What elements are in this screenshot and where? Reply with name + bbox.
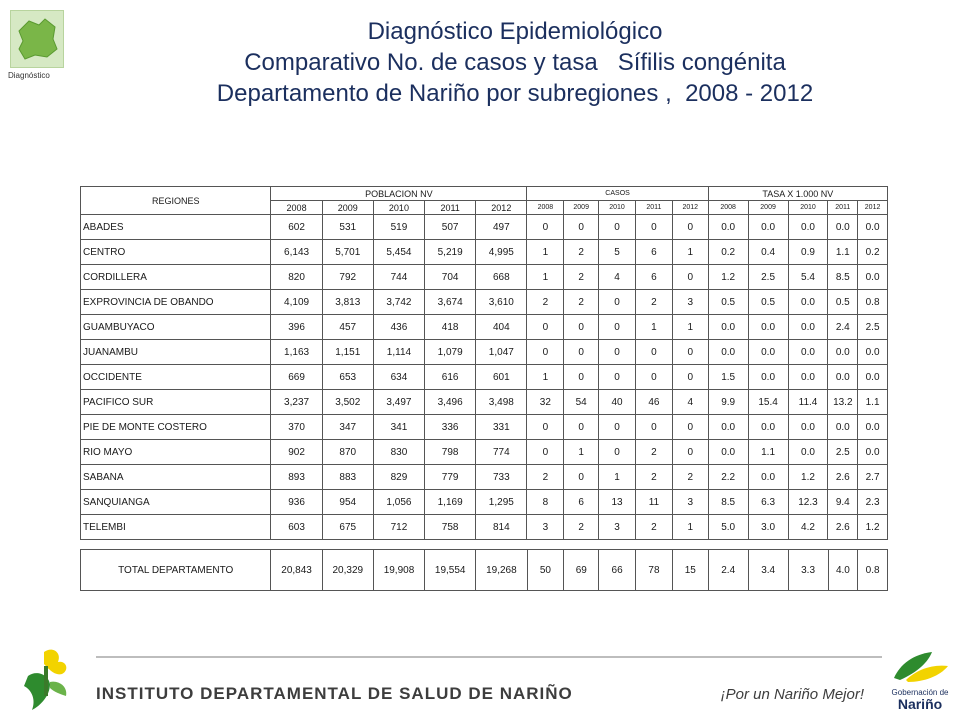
table-row: [81, 415, 888, 440]
header-regiones: REGIONES: [81, 187, 271, 215]
table-row: [81, 365, 888, 390]
pob-cell: 519: [373, 215, 424, 240]
tasa-cell: 0.8: [858, 290, 888, 315]
casos-cell: 54: [564, 390, 599, 415]
casos-cell: 4: [599, 265, 636, 290]
tasa-cell: 0.9: [788, 240, 828, 265]
casos-cell: 0: [635, 340, 672, 365]
table-row: [81, 265, 888, 290]
region-cell: RIO MAYO: [81, 440, 271, 465]
tasa-cell: 0.0: [788, 415, 828, 440]
tasa-cell: 3.0: [748, 515, 788, 540]
tasa-cell: 1.1: [828, 240, 858, 265]
casos-cell: 13: [599, 490, 636, 515]
pob-cell: 3,496: [425, 390, 476, 415]
gobernacion-big: Nariño: [897, 696, 943, 712]
total-tasa-cell: 0.8: [858, 550, 888, 591]
tasa-cell: 2.7: [858, 465, 888, 490]
total-body: [81, 550, 888, 591]
table-row: [81, 440, 888, 465]
region-cell: PACIFICO SUR: [81, 390, 271, 415]
total-pob-cell: 20,329: [322, 550, 373, 591]
pob-cell: 733: [476, 465, 527, 490]
pob-cell: 497: [476, 215, 527, 240]
tasa-cell: 8.5: [708, 490, 748, 515]
tasa-cell: 0.0: [788, 315, 828, 340]
casos-cell: 2: [564, 265, 599, 290]
tasa-cell: 0.0: [708, 415, 748, 440]
casos-cell: 1: [635, 315, 672, 340]
pob-cell: 603: [271, 515, 322, 540]
year-header: 2010: [788, 201, 828, 215]
pob-cell: 1,056: [373, 490, 424, 515]
year-header: 2009: [748, 201, 788, 215]
casos-cell: 0: [635, 215, 672, 240]
department-map-logo: [10, 10, 64, 68]
pob-cell: 820: [271, 265, 322, 290]
tasa-cell: 4.2: [788, 515, 828, 540]
pob-cell: 507: [425, 215, 476, 240]
year-header: 2012: [672, 201, 708, 215]
region-cell: SANQUIANGA: [81, 490, 271, 515]
table-row: [81, 315, 888, 340]
tasa-cell: 0.0: [708, 340, 748, 365]
total-tasa-cell: 3.3: [788, 550, 828, 591]
casos-cell: 2: [564, 240, 599, 265]
pob-cell: 1,163: [271, 340, 322, 365]
total-casos-cell: 69: [564, 550, 599, 591]
pob-cell: 668: [476, 265, 527, 290]
table-row: [81, 290, 888, 315]
tasa-cell: 2.5: [748, 265, 788, 290]
pob-cell: 347: [322, 415, 373, 440]
pob-cell: 4,109: [271, 290, 322, 315]
epidemiology-table: [80, 186, 888, 540]
region-cell: OCCIDENTE: [81, 365, 271, 390]
pob-cell: 404: [476, 315, 527, 340]
pob-cell: 3,502: [322, 390, 373, 415]
region-cell: JUANAMBU: [81, 340, 271, 365]
pob-cell: 396: [271, 315, 322, 340]
casos-cell: 2: [635, 465, 672, 490]
total-row: [81, 550, 888, 591]
casos-cell: 3: [527, 515, 564, 540]
tasa-cell: 1.1: [858, 390, 888, 415]
total-pob-cell: 20,843: [271, 550, 322, 591]
pob-cell: 1,295: [476, 490, 527, 515]
tasa-cell: 0.0: [828, 365, 858, 390]
tasa-cell: 0.0: [748, 340, 788, 365]
casos-cell: 0: [599, 340, 636, 365]
casos-cell: 0: [599, 365, 636, 390]
tasa-cell: 0.0: [858, 215, 888, 240]
pob-cell: 893: [271, 465, 322, 490]
table-row: [81, 465, 888, 490]
pob-cell: 829: [373, 465, 424, 490]
pob-cell: 3,237: [271, 390, 322, 415]
tasa-cell: 0.0: [788, 215, 828, 240]
casos-cell: 0: [599, 415, 636, 440]
table-row: [81, 340, 888, 365]
pob-cell: 744: [373, 265, 424, 290]
title-line-2: Comparativo No. de casos y tasa Sífilis congénita: [244, 49, 786, 76]
year-header: 2011: [635, 201, 672, 215]
total-pob-cell: 19,908: [373, 550, 424, 591]
pob-cell: 531: [322, 215, 373, 240]
pob-cell: 1,151: [322, 340, 373, 365]
casos-cell: 0: [564, 465, 599, 490]
table-row: [81, 240, 888, 265]
casos-cell: 0: [635, 415, 672, 440]
pob-cell: 418: [425, 315, 476, 340]
casos-cell: 2: [635, 515, 672, 540]
gobernacion-emblem-icon: [888, 648, 952, 688]
region-cell: PIE DE MONTE COSTERO: [81, 415, 271, 440]
logo-caption: Diagnóstico: [8, 71, 50, 80]
casos-cell: 11: [635, 490, 672, 515]
pob-cell: 5,701: [322, 240, 373, 265]
total-tasa-cell: 3.4: [748, 550, 788, 591]
casos-cell: 0: [564, 215, 599, 240]
header-tasa: TASA X 1.000 NV: [708, 187, 887, 201]
total-label-cell: TOTAL DEPARTAMENTO: [81, 550, 271, 591]
tasa-cell: 0.5: [748, 290, 788, 315]
pob-cell: 3,742: [373, 290, 424, 315]
casos-cell: 6: [564, 490, 599, 515]
tasa-cell: 2.5: [828, 440, 858, 465]
title-line-1: Diagnóstico Epidemiológico: [367, 18, 663, 45]
pob-cell: 792: [322, 265, 373, 290]
casos-cell: 0: [672, 215, 708, 240]
region-cell: EXPROVINCIA DE OBANDO: [81, 290, 271, 315]
table-body: [81, 215, 888, 540]
tasa-cell: 0.0: [748, 215, 788, 240]
casos-cell: 0: [564, 415, 599, 440]
pob-cell: 798: [425, 440, 476, 465]
tasa-cell: 1.2: [858, 515, 888, 540]
casos-cell: 0: [527, 215, 564, 240]
year-header: 2008: [527, 201, 564, 215]
total-casos-cell: 78: [636, 550, 673, 591]
total-table: [80, 549, 888, 591]
pob-cell: 436: [373, 315, 424, 340]
pob-cell: 830: [373, 440, 424, 465]
tasa-cell: 9.4: [828, 490, 858, 515]
tasa-cell: 1.1: [748, 440, 788, 465]
year-header: 2012: [858, 201, 888, 215]
tasa-cell: 0.0: [858, 415, 888, 440]
data-table-container: [80, 186, 888, 591]
casos-cell: 1: [672, 515, 708, 540]
pob-cell: 5,454: [373, 240, 424, 265]
casos-cell: 4: [672, 390, 708, 415]
pob-cell: 814: [476, 515, 527, 540]
year-header: 2010: [373, 201, 424, 215]
casos-cell: 0: [599, 440, 636, 465]
casos-cell: 6: [635, 240, 672, 265]
year-header: 2010: [599, 201, 636, 215]
table-row: [81, 390, 888, 415]
casos-cell: 8: [527, 490, 564, 515]
gobernacion-logo-text: [890, 688, 950, 711]
pob-cell: 758: [425, 515, 476, 540]
tasa-cell: 2.6: [828, 465, 858, 490]
casos-cell: 0: [672, 265, 708, 290]
pob-cell: 653: [322, 365, 373, 390]
table-row: [81, 490, 888, 515]
tasa-cell: 0.2: [858, 240, 888, 265]
tasa-cell: 0.0: [748, 365, 788, 390]
pob-cell: 954: [322, 490, 373, 515]
year-header: 2008: [271, 201, 322, 215]
tasa-cell: 0.0: [858, 340, 888, 365]
tasa-cell: 2.5: [858, 315, 888, 340]
pob-cell: 870: [322, 440, 373, 465]
tasa-cell: 0.0: [858, 265, 888, 290]
total-casos-cell: 66: [599, 550, 636, 591]
tasa-cell: 0.0: [748, 415, 788, 440]
pob-cell: 3,674: [425, 290, 476, 315]
pob-cell: 936: [271, 490, 322, 515]
casos-cell: 0: [564, 365, 599, 390]
tasa-cell: 0.0: [788, 365, 828, 390]
total-casos-cell: 15: [672, 550, 708, 591]
casos-cell: 2: [635, 440, 672, 465]
tasa-cell: 15.4: [748, 390, 788, 415]
title-line-3: Departamento de Nariño por subregiones , 2008 - 2012: [216, 80, 814, 107]
pob-cell: 634: [373, 365, 424, 390]
institute-name: INSTITUTO DEPARTAMENTAL DE SALUD DE NARIÑO: [96, 684, 573, 703]
map-icon: [11, 11, 63, 67]
total-casos-cell: 50: [527, 550, 564, 591]
tasa-cell: 0.4: [748, 240, 788, 265]
table-row: [81, 515, 888, 540]
casos-cell: 0: [599, 315, 636, 340]
region-cell: GUAMBUYACO: [81, 315, 271, 340]
year-header: 2011: [828, 201, 858, 215]
tasa-cell: 0.0: [828, 340, 858, 365]
tasa-cell: 0.0: [788, 340, 828, 365]
region-cell: CORDILLERA: [81, 265, 271, 290]
pob-cell: 1,079: [425, 340, 476, 365]
pob-cell: 704: [425, 265, 476, 290]
region-cell: ABADES: [81, 215, 271, 240]
tasa-cell: 0.0: [858, 365, 888, 390]
casos-cell: 2: [564, 515, 599, 540]
gobernacion-small: Gobernación de: [891, 688, 949, 697]
pob-cell: 712: [373, 515, 424, 540]
casos-cell: 0: [527, 415, 564, 440]
casos-cell: 0: [672, 440, 708, 465]
pob-cell: 341: [373, 415, 424, 440]
total-pob-cell: 19,268: [476, 550, 527, 591]
tasa-cell: 0.0: [788, 440, 828, 465]
region-cell: SABANA: [81, 465, 271, 490]
pob-cell: 669: [271, 365, 322, 390]
tasa-cell: 0.0: [828, 215, 858, 240]
year-header: 2011: [425, 201, 476, 215]
tasa-cell: 0.5: [828, 290, 858, 315]
pob-cell: 1,114: [373, 340, 424, 365]
tasa-cell: 1.5: [708, 365, 748, 390]
casos-cell: 3: [599, 515, 636, 540]
tasa-cell: 0.2: [708, 240, 748, 265]
casos-cell: 1: [599, 465, 636, 490]
tasa-cell: 2.6: [828, 515, 858, 540]
pob-cell: 902: [271, 440, 322, 465]
pob-cell: 779: [425, 465, 476, 490]
casos-cell: 0: [635, 365, 672, 390]
tasa-cell: 13.2: [828, 390, 858, 415]
tasa-cell: 5.0: [708, 515, 748, 540]
tasa-cell: 0.0: [708, 215, 748, 240]
table-row: [81, 215, 888, 240]
casos-cell: 3: [672, 290, 708, 315]
casos-cell: 1: [527, 365, 564, 390]
tasa-cell: 2.2: [708, 465, 748, 490]
casos-cell: 3: [672, 490, 708, 515]
pob-cell: 457: [322, 315, 373, 340]
region-cell: TELEMBI: [81, 515, 271, 540]
pob-cell: 774: [476, 440, 527, 465]
pob-cell: 1,169: [425, 490, 476, 515]
region-cell: CENTRO: [81, 240, 271, 265]
page-title: [70, 16, 960, 109]
pob-cell: 3,610: [476, 290, 527, 315]
tasa-cell: 6.3: [748, 490, 788, 515]
tasa-cell: 9.9: [708, 390, 748, 415]
casos-cell: 0: [599, 290, 636, 315]
casos-cell: 2: [564, 290, 599, 315]
casos-cell: 1: [527, 240, 564, 265]
tasa-cell: 1.2: [788, 465, 828, 490]
pob-cell: 3,497: [373, 390, 424, 415]
tasa-cell: 0.0: [708, 440, 748, 465]
casos-cell: 0: [599, 215, 636, 240]
year-header: 2012: [476, 201, 527, 215]
pob-cell: 4,995: [476, 240, 527, 265]
pob-cell: 602: [271, 215, 322, 240]
casos-cell: 1: [527, 265, 564, 290]
total-pob-cell: 19,554: [425, 550, 476, 591]
casos-cell: 0: [672, 415, 708, 440]
casos-cell: 0: [672, 365, 708, 390]
total-tasa-cell: 4.0: [828, 550, 858, 591]
casos-cell: 0: [527, 340, 564, 365]
pob-cell: 5,219: [425, 240, 476, 265]
pob-cell: 331: [476, 415, 527, 440]
casos-cell: 2: [527, 290, 564, 315]
casos-cell: 1: [672, 315, 708, 340]
header-poblacion: POBLACION NV: [271, 187, 527, 201]
pob-cell: 370: [271, 415, 322, 440]
pob-cell: 1,047: [476, 340, 527, 365]
casos-cell: 2: [635, 290, 672, 315]
tasa-cell: 0.0: [788, 290, 828, 315]
institute-emblem-icon: [14, 646, 84, 714]
pob-cell: 336: [425, 415, 476, 440]
pob-cell: 883: [322, 465, 373, 490]
tasa-cell: 5.4: [788, 265, 828, 290]
casos-cell: 5: [599, 240, 636, 265]
pob-cell: 616: [425, 365, 476, 390]
pob-cell: 6,143: [271, 240, 322, 265]
tasa-cell: 8.5: [828, 265, 858, 290]
casos-cell: 0: [564, 340, 599, 365]
casos-cell: 40: [599, 390, 636, 415]
casos-cell: 2: [672, 465, 708, 490]
pob-cell: 3,498: [476, 390, 527, 415]
casos-cell: 6: [635, 265, 672, 290]
total-tasa-cell: 2.4: [708, 550, 748, 591]
header-casos: CASOS: [527, 187, 708, 201]
tasa-cell: 0.5: [708, 290, 748, 315]
casos-cell: 1: [564, 440, 599, 465]
casos-cell: 0: [672, 340, 708, 365]
tasa-cell: 0.0: [828, 415, 858, 440]
tasa-cell: 11.4: [788, 390, 828, 415]
pob-cell: 675: [322, 515, 373, 540]
tasa-cell: 2.3: [858, 490, 888, 515]
tasa-cell: 0.0: [858, 440, 888, 465]
tasa-cell: 0.0: [748, 465, 788, 490]
tasa-cell: 1.2: [708, 265, 748, 290]
year-header: 2008: [708, 201, 748, 215]
tasa-cell: 0.0: [708, 315, 748, 340]
year-header: 2009: [322, 201, 373, 215]
casos-cell: 46: [635, 390, 672, 415]
casos-cell: 1: [672, 240, 708, 265]
pob-cell: 601: [476, 365, 527, 390]
tasa-cell: 0.0: [748, 315, 788, 340]
casos-cell: 2: [527, 465, 564, 490]
slogan: ¡Por un Nariño Mejor!: [720, 686, 864, 703]
year-header: 2009: [564, 201, 599, 215]
casos-cell: 0: [527, 315, 564, 340]
tasa-cell: 12.3: [788, 490, 828, 515]
casos-cell: 0: [527, 440, 564, 465]
pob-cell: 3,813: [322, 290, 373, 315]
casos-cell: 0: [564, 315, 599, 340]
casos-cell: 32: [527, 390, 564, 415]
tasa-cell: 2.4: [828, 315, 858, 340]
footer-divider: [96, 656, 882, 658]
